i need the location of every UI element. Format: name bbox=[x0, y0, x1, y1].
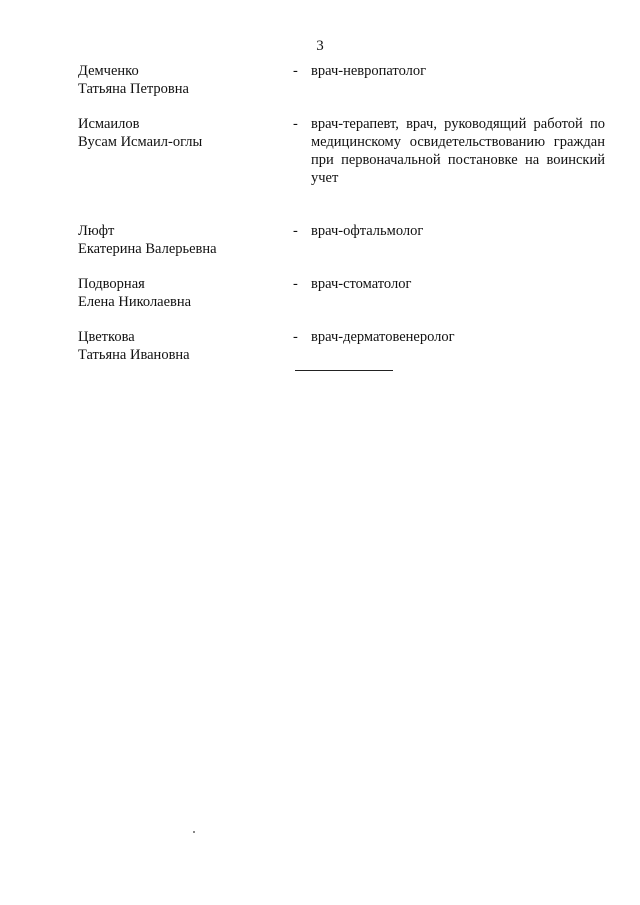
surname: Подворная bbox=[78, 276, 145, 292]
person-name bbox=[78, 115, 288, 151]
dash: - bbox=[293, 116, 298, 132]
list-item bbox=[78, 62, 608, 98]
person-role bbox=[293, 222, 605, 240]
role-text: врач-невропатолог bbox=[311, 63, 427, 79]
surname: Цветкова bbox=[78, 329, 135, 345]
given-names: Татьяна Ивановна bbox=[78, 347, 190, 363]
scan-speck bbox=[193, 831, 195, 833]
surname: Люфт bbox=[78, 223, 115, 239]
role-text: врач-офтальмолог bbox=[311, 223, 424, 239]
surname: Демченко bbox=[78, 63, 139, 79]
dash: - bbox=[293, 223, 298, 239]
role-text: врач-дерматовенеролог bbox=[311, 329, 455, 345]
end-of-list-rule bbox=[295, 370, 393, 371]
list-item bbox=[78, 275, 608, 311]
given-names: Вусам Исмаил-оглы bbox=[78, 134, 203, 150]
role-text: врач-стоматолог bbox=[311, 276, 412, 292]
dash: - bbox=[293, 276, 298, 292]
person-role bbox=[293, 275, 605, 293]
surname: Исмаилов bbox=[78, 116, 140, 132]
dash: - bbox=[293, 329, 298, 345]
person-name bbox=[78, 275, 288, 311]
given-names: Елена Николаевна bbox=[78, 294, 192, 310]
person-name bbox=[78, 328, 288, 364]
staff-list bbox=[78, 62, 608, 364]
role-text: врач-терапевт, врач, руководящий работой по медицинскому освидетельствованию граждан при первоначальной постановке на воинский учет bbox=[311, 116, 605, 186]
page-number: 3 bbox=[316, 38, 324, 54]
list-item bbox=[78, 328, 608, 364]
list-item bbox=[78, 222, 608, 258]
person-name bbox=[78, 62, 288, 98]
person-role bbox=[293, 328, 605, 346]
person-name bbox=[78, 222, 288, 258]
given-names: Татьяна Петровна bbox=[78, 81, 189, 97]
person-role bbox=[293, 115, 605, 187]
dash: - bbox=[293, 63, 298, 79]
list-item bbox=[78, 115, 608, 205]
given-names: Екатерина Валерьевна bbox=[78, 241, 217, 257]
person-role bbox=[293, 62, 605, 80]
